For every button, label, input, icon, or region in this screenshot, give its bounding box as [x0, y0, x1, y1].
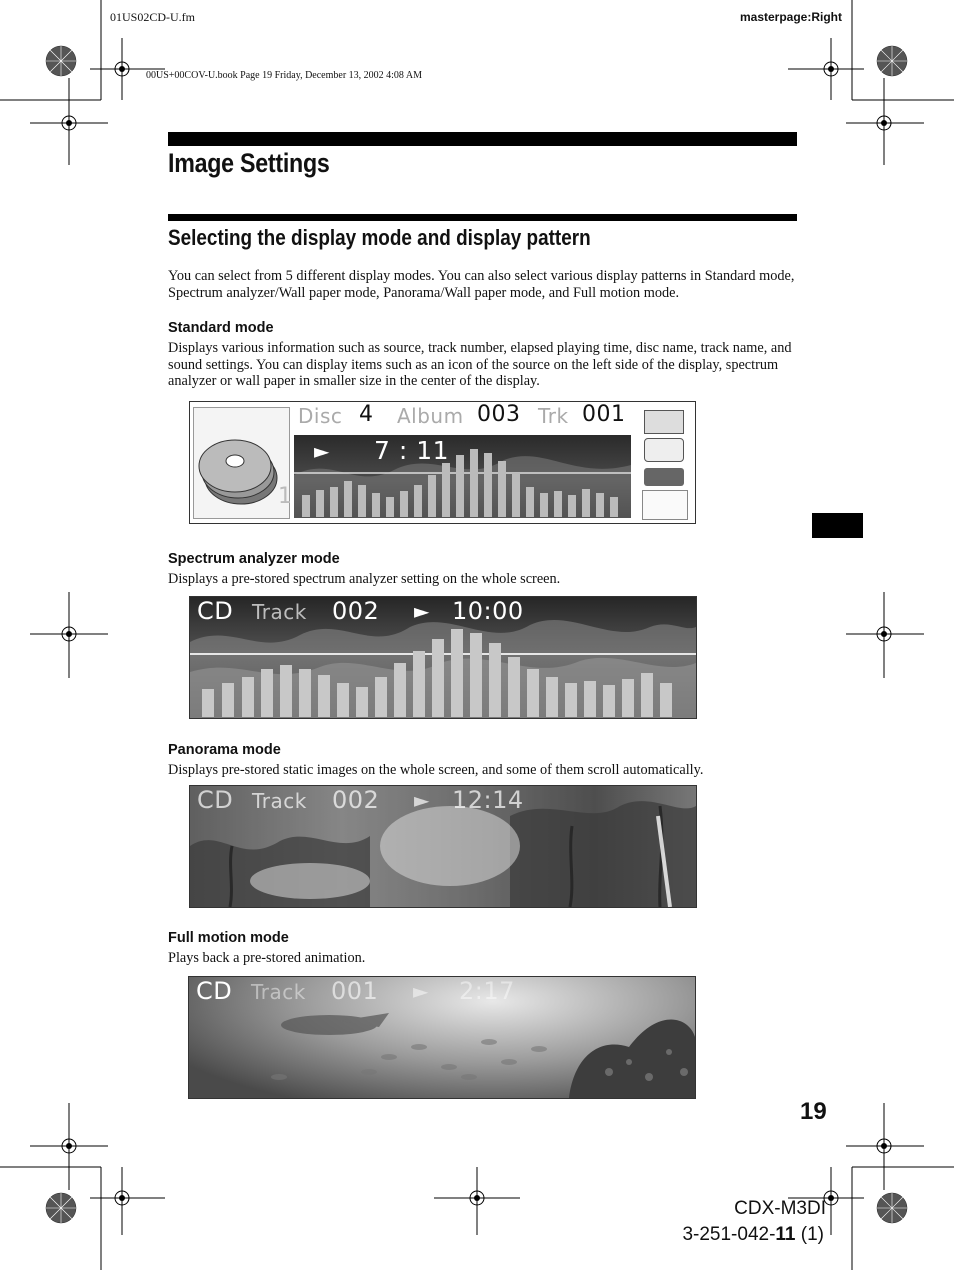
chapter-tab — [812, 513, 863, 538]
disc-slot-icon — [644, 438, 684, 462]
section-title: Selecting the display mode and display pattern — [168, 225, 591, 250]
title-rule — [168, 132, 797, 146]
trk-value: 001 — [582, 402, 626, 427]
play-icon: ► — [414, 599, 430, 623]
cd-stack-icon — [194, 408, 289, 518]
part-number-suffix: (1) — [795, 1224, 824, 1245]
part-number — [682, 1224, 824, 1246]
elapsed-time: 12:14 — [452, 786, 524, 814]
source-label: CD — [197, 786, 234, 814]
center-spectrum-panel — [294, 435, 631, 518]
elapsed-time: 7 : 11 — [374, 436, 450, 465]
disc-label: Disc — [298, 404, 343, 428]
track-label: Track — [252, 789, 307, 813]
standard-mode-heading: Standard mode — [168, 320, 274, 336]
source-icon — [644, 410, 684, 434]
elapsed-time: 2:17 — [459, 977, 515, 1005]
full-motion-mode-description: Plays back a pre-stored animation. — [168, 950, 366, 966]
source-label: CD — [196, 977, 233, 1005]
eq-icon — [644, 468, 684, 486]
standard-mode-description: Displays various information such as source, track number, elapsed playing time, disc name, track name, and sound settings. You can display items such as an icon of the source on the left side of the display, spectrum analyzer or wall paper in smaller size in the center of the display. — [168, 340, 792, 389]
file-name: 01US02CD-U.fm — [110, 10, 196, 24]
right-icon-column — [642, 408, 688, 518]
page-title: Image Settings — [168, 148, 330, 178]
part-number-bold: 11 — [775, 1224, 796, 1245]
disc-number-badge: 1 — [278, 484, 292, 509]
section-rule — [168, 214, 797, 221]
full-motion-mode-display — [188, 976, 696, 1099]
play-icon: ► — [314, 439, 330, 463]
track-value: 001 — [331, 977, 379, 1005]
panorama-mode-display — [189, 785, 697, 908]
album-label: Album — [397, 404, 464, 428]
track-label: Track — [251, 980, 306, 1004]
page-number: 19 — [800, 1098, 827, 1125]
play-icon: ► — [414, 788, 430, 812]
track-value: 002 — [332, 597, 380, 625]
spectrum-mode-heading: Spectrum analyzer mode — [168, 551, 340, 567]
mini-spectrum — [294, 435, 631, 518]
spectrum-mode-display — [189, 596, 697, 719]
track-value: 002 — [332, 786, 380, 814]
book-info-line: 00US+00COV-U.book Page 19 Friday, December 13, 2002 4:08 AM — [146, 70, 422, 81]
disc-icon-panel — [193, 407, 290, 519]
elapsed-time: 10:00 — [452, 597, 524, 625]
play-icon: ► — [413, 979, 429, 1003]
track-label: Track — [252, 600, 307, 624]
panorama-mode-description: Displays pre-stored static images on the whole screen, and some of them scroll automatically. — [168, 762, 704, 778]
spectrum-mode-description: Displays a pre-stored spectrum analyzer setting on the whole screen. — [168, 571, 561, 587]
masterpage-label: masterpage:Right — [739, 10, 842, 24]
trk-label: Trk — [538, 404, 569, 428]
sound-curve-icon — [642, 490, 688, 520]
source-label: CD — [197, 597, 234, 625]
part-number-prefix: 3-251-042- — [682, 1224, 776, 1245]
intro-paragraph: You can select from 5 different display modes. You can also select various display patterns in Standard mode, Spectrum analyzer/Wall paper mode, Panorama/Wall paper mode, and Full motion mode. — [168, 268, 795, 301]
standard-mode-display — [189, 401, 696, 524]
disc-value: 4 — [359, 402, 374, 427]
model-name: CDX-M3DI — [734, 1198, 826, 1219]
panorama-mode-heading: Panorama mode — [168, 742, 281, 758]
album-value: 003 — [477, 402, 521, 427]
full-motion-mode-heading: Full motion mode — [168, 930, 289, 946]
